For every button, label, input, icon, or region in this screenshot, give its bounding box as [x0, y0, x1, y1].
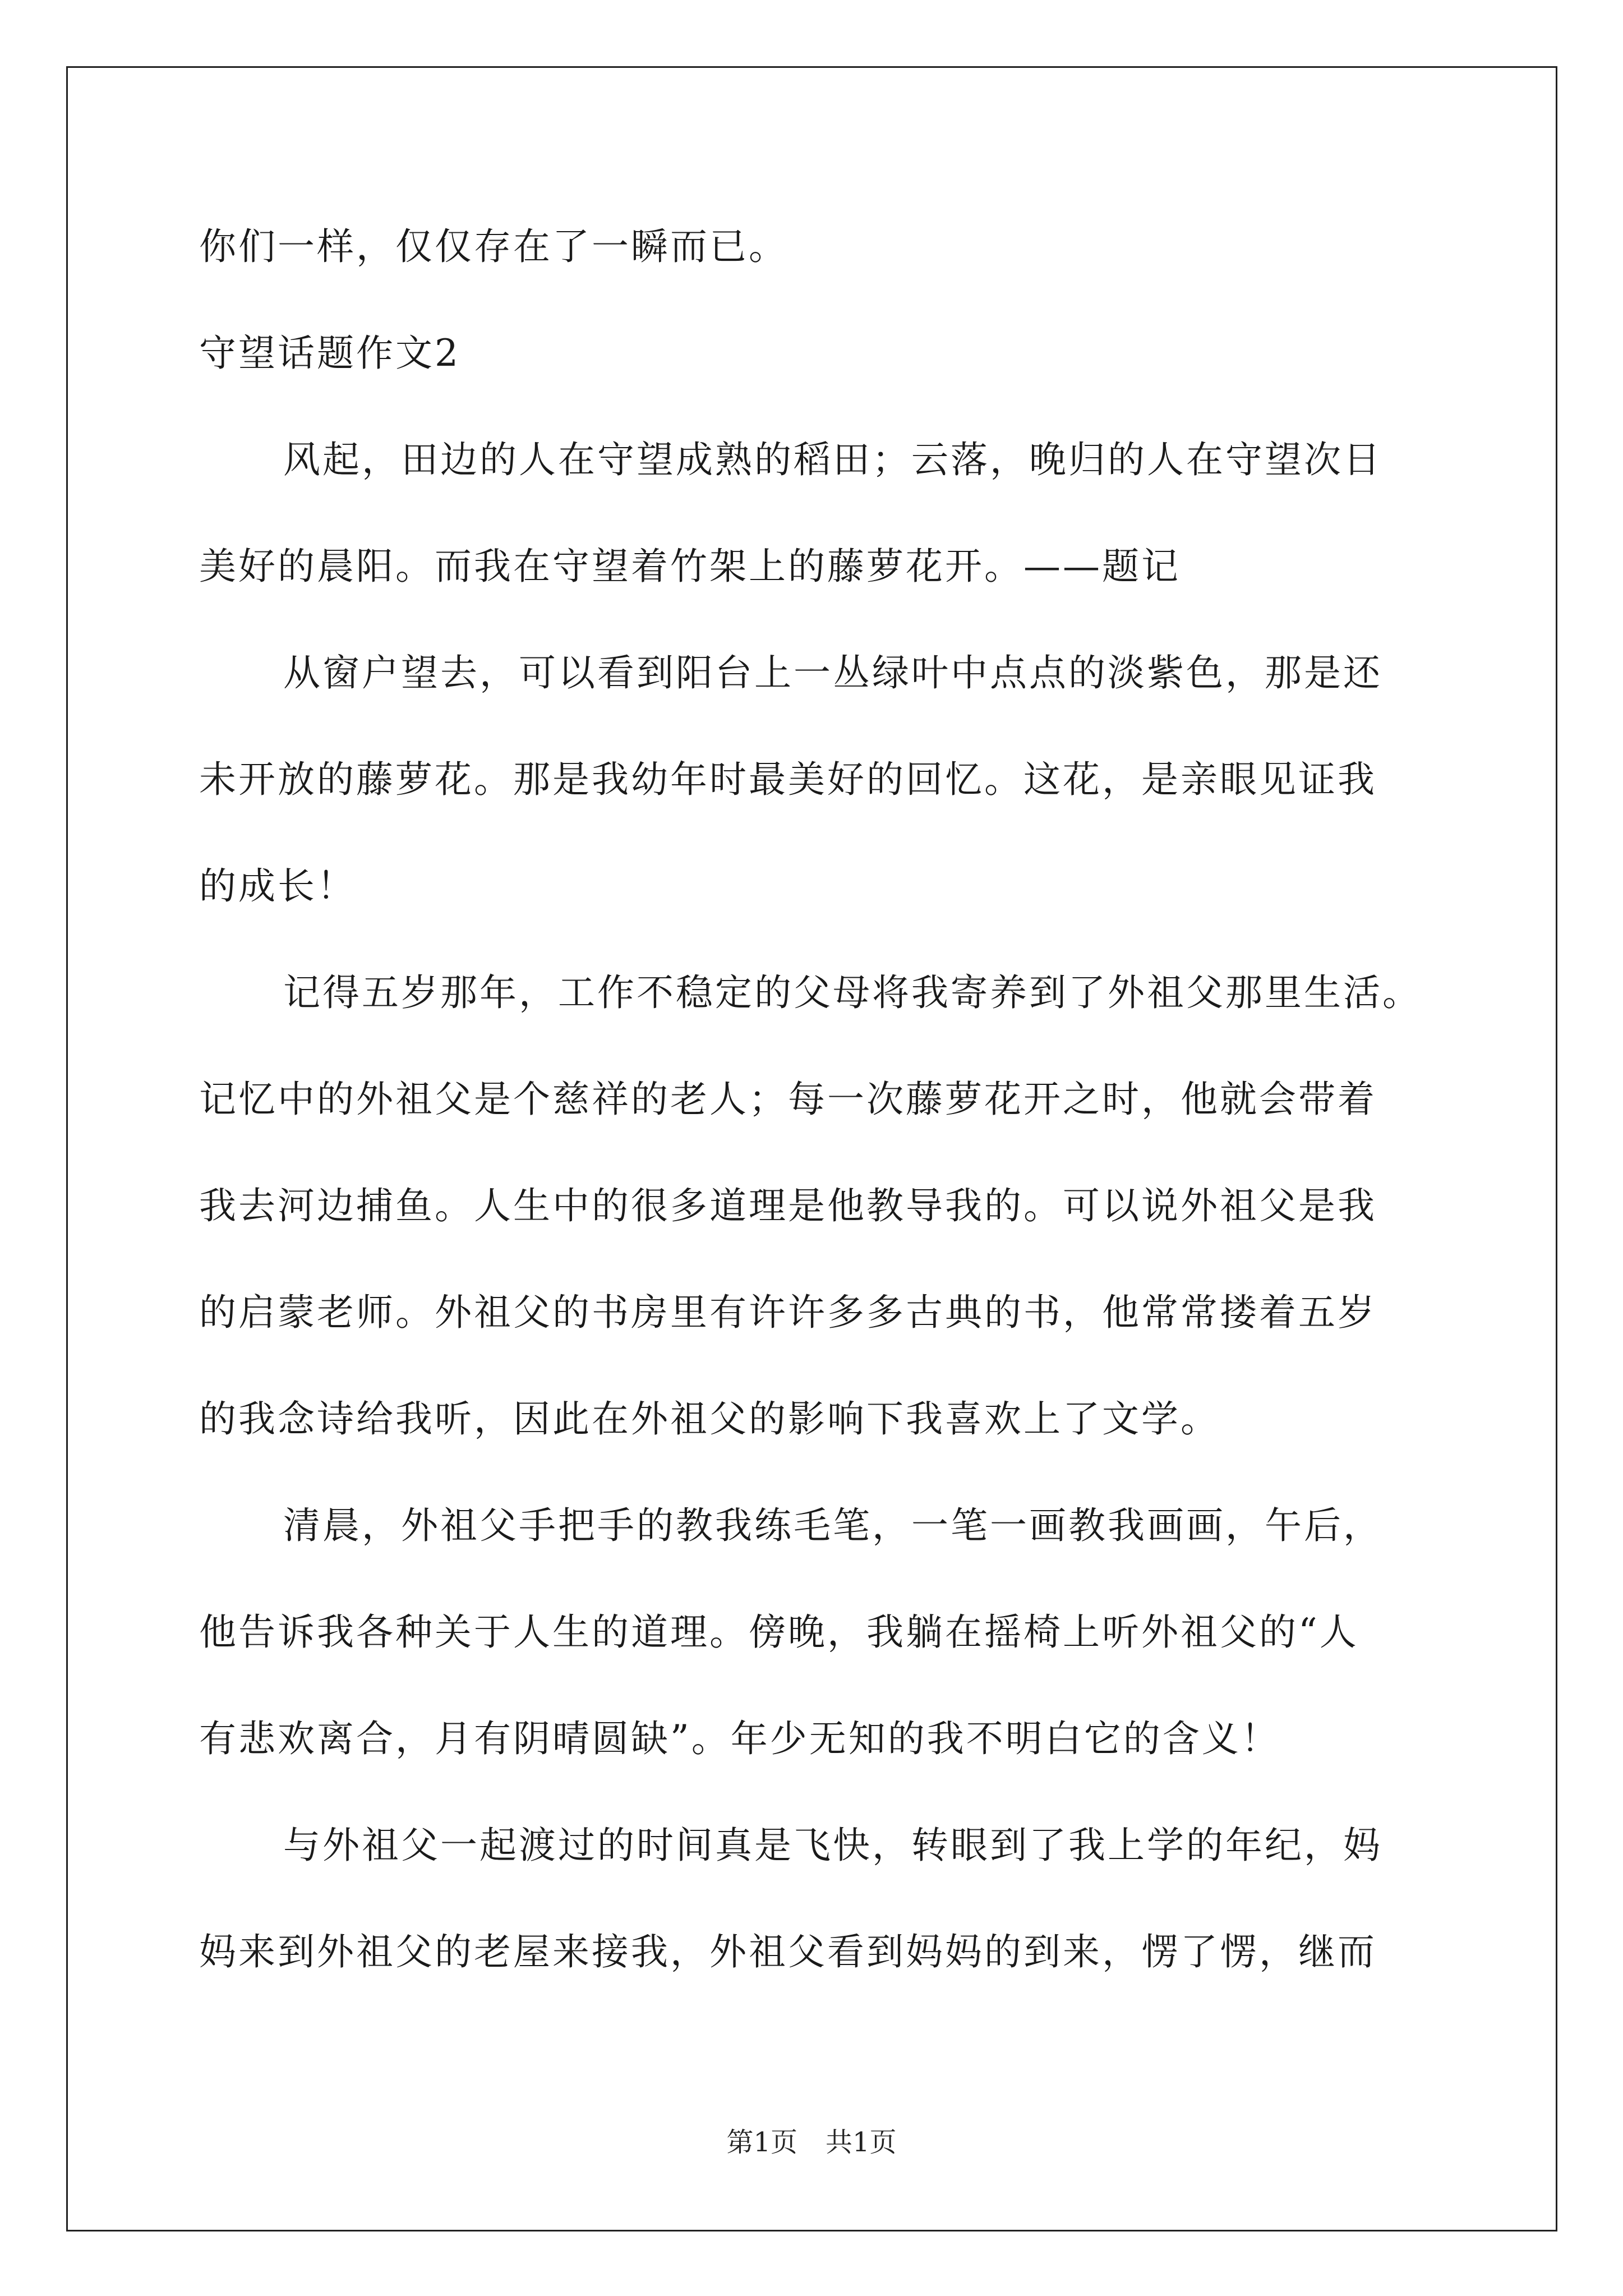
essay-title: 守望话题作文2 — [199, 332, 460, 375]
text-line: 记得五岁那年，工作不稳定的父母将我寄养到了外祖父那里生活。 — [283, 971, 1422, 1014]
text-line: 的启蒙老师。外祖父的书房里有许许多多古典的书，他常常搂着五岁 — [199, 1291, 1377, 1334]
text-line: 从窗户望去，可以看到阳台上一丛绿叶中点点的淡紫色，那是还 — [283, 651, 1382, 694]
page-number: 第1页 — [726, 2127, 797, 2158]
page-footer — [0, 2120, 1623, 2159]
text-line: 的我念诗给我听，因此在外祖父的影响下我喜欢上了文学。 — [199, 1397, 1220, 1441]
text-line: 与外祖父一起渡过的时间真是飞快，转眼到了我上学的年纪，妈 — [283, 1824, 1382, 1867]
text-line: 我去河边捕鱼。人生中的很多道理是他教导我的。可以说外祖父是我 — [199, 1184, 1377, 1227]
text-line: 风起，田边的人在守望成熟的稻田；云落，晚归的人在守望次日 — [283, 438, 1382, 481]
text-line: 记忆中的外祖父是个慈祥的老人；每一次藤萝花开之时，他就会带着 — [199, 1078, 1377, 1121]
document-body — [199, 194, 1450, 2005]
text-line: 有悲欢离合，月有阴晴圆缺”。年少无知的我不明白它的含义！ — [199, 1717, 1280, 1760]
text-line: 清晨，外祖父手把手的教我练毛笔，一笔一画教我画画，午后， — [283, 1504, 1382, 1547]
text-line: 妈来到外祖父的老屋来接我，外祖父看到妈妈的到来，愣了愣，继而 — [199, 1930, 1377, 1973]
text-line: 美好的晨阳。而我在守望着竹架上的藤萝花开。——题记 — [199, 545, 1181, 588]
text-line: 你们一样，仅仅存在了一瞬而已。 — [199, 225, 788, 268]
text-line: 未开放的藤萝花。那是我幼年时最美好的回忆。这花，是亲眼见证我 — [199, 758, 1377, 801]
text-line: 的成长！ — [199, 864, 356, 908]
text-line: 他告诉我各种关于人生的道理。傍晚，我躺在摇椅上听外祖父的“人 — [199, 1611, 1359, 1654]
page-total: 共1页 — [826, 2127, 897, 2158]
